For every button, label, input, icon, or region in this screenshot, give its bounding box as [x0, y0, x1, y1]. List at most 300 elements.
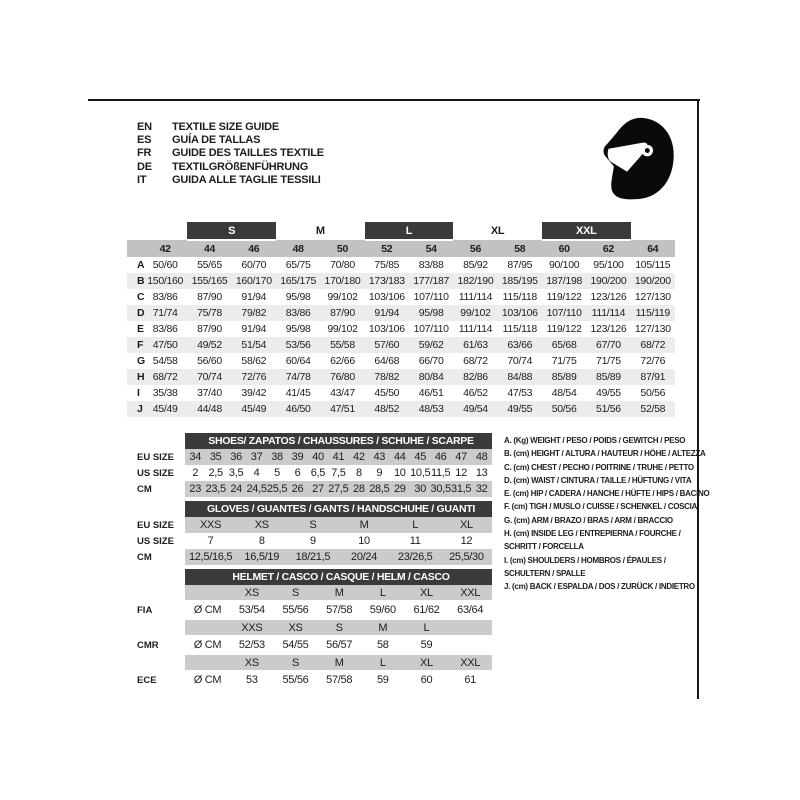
gloves-size-value: L — [390, 517, 441, 533]
size-number: 50 — [320, 240, 364, 257]
helmet-size-value: 58 — [376, 639, 389, 651]
language-row — [137, 133, 324, 146]
measurement-value: 51/54 — [241, 339, 267, 351]
size-number: 60 — [542, 240, 586, 257]
gloves-size-value: 16,5/19 — [236, 549, 287, 565]
empty-cell — [137, 620, 185, 635]
shoes-size-value: 24 — [226, 481, 246, 497]
shoes-row-label: US SIZE — [137, 465, 185, 481]
helmet-size-value: 59 — [420, 639, 433, 651]
measurement-value: 103/106 — [501, 307, 538, 319]
textile-size-table — [127, 222, 675, 417]
measurement-value: 71/75 — [551, 355, 577, 367]
measurement-value: 49/55 — [507, 403, 533, 415]
shoes-size-value: 23 — [185, 481, 205, 497]
gloves-row — [137, 517, 492, 533]
measurement-value: 60/70 — [241, 259, 267, 271]
gloves-size-table — [137, 501, 492, 565]
measurement-legend — [504, 434, 710, 594]
measurement-value: 49/55 — [596, 387, 621, 399]
measurement-value: 83/86 — [152, 323, 178, 335]
measurement-value: 87/90 — [330, 307, 355, 319]
size-number: 44 — [187, 240, 231, 257]
gloves-size-value: M — [338, 517, 389, 533]
gloves-size-value: 7 — [207, 535, 214, 547]
helmet-size-label — [448, 620, 492, 635]
measurement-value: 103/106 — [368, 291, 405, 303]
measurement-value: 65/68 — [551, 339, 577, 351]
legend-line: I. (cm) SHOULDERS / HOMBROS / ÉPAULES / — [504, 554, 666, 565]
measurement-value: 61/63 — [463, 339, 488, 351]
language-title: GUIDE DES TAILLES TEXTILE — [172, 147, 324, 160]
shoes-size-value: 5 — [274, 467, 280, 479]
helmet-size-value: 59/60 — [369, 604, 396, 616]
shoes-size-value: 6,5 — [310, 467, 326, 479]
measurement-value: 95/100 — [593, 259, 624, 271]
legend-line: J. (cm) BACK / ESPALDA / DOS / ZURÜCK / INDIETRO — [504, 581, 695, 592]
measurement-value: 150/160 — [147, 275, 184, 287]
measurement-value: 46/51 — [418, 387, 444, 399]
measurement-row — [127, 337, 675, 353]
helmet-size-label: M — [361, 620, 405, 635]
shoes-row-label: CM — [137, 481, 185, 497]
measurement-letter: D — [137, 307, 145, 319]
measurement-value: 62/66 — [330, 355, 355, 367]
language-row — [137, 120, 324, 133]
helmet-size-value: 53/54 — [238, 604, 265, 616]
size-number: 48 — [276, 240, 320, 257]
shoes-size-value: 2,5 — [208, 467, 223, 479]
measurement-value: 53/56 — [285, 339, 311, 351]
shoes-size-value: 11,5 — [430, 467, 451, 479]
measurement-row — [127, 273, 675, 289]
helmet-standard-label: FIA — [137, 600, 185, 620]
measurement-value: 90/100 — [548, 259, 580, 271]
measurement-value: 55/65 — [197, 259, 222, 271]
shoes-size-value: 28 — [349, 481, 369, 497]
measurement-value: 72/76 — [241, 371, 267, 383]
measurement-value: 95/98 — [285, 323, 311, 335]
gloves-title-row — [137, 501, 492, 517]
measurement-value: 119/122 — [546, 291, 582, 303]
measurement-value: 70/80 — [330, 259, 355, 271]
helmet-title-bar: HELMET / CASCO / CASQUE / HELM / CASCO — [185, 569, 492, 585]
helmet-size-value: 53 — [246, 674, 258, 686]
language-code: FR — [137, 147, 152, 160]
empty-cell — [137, 585, 185, 600]
empty-cell — [127, 222, 143, 240]
shoes-row — [137, 449, 492, 465]
measurement-value: 99/102 — [327, 291, 358, 303]
measurement-value: 107/110 — [546, 307, 582, 319]
helmet-size-label: XXS — [230, 620, 274, 635]
size-number: 62 — [586, 240, 630, 257]
helmet-title-row — [137, 569, 492, 585]
measurement-value: 99/102 — [460, 307, 491, 319]
shoes-size-value: 12 — [455, 467, 467, 479]
shoes-size-value: 24,5 — [246, 483, 267, 495]
measurement-value: 84/88 — [507, 371, 533, 383]
size-group-xxl: XXL — [542, 222, 631, 240]
measurement-row — [127, 321, 675, 337]
measurement-value: 44/48 — [197, 403, 222, 415]
shoes-size-value: 27 — [308, 481, 328, 497]
helmet-size-value: 52/53 — [238, 639, 265, 651]
helmet-size-label: XS — [230, 585, 274, 600]
helmet-values-row — [137, 600, 492, 620]
measurement-value: 111/114 — [458, 291, 493, 303]
measurement-letter: C — [137, 291, 145, 303]
gloves-size-value: 12,5/16,5 — [185, 549, 236, 565]
helmet-size-label: S — [317, 620, 361, 635]
helmet-size-label: S — [274, 585, 318, 600]
measurement-value: 65/75 — [285, 259, 311, 271]
measurement-value: 123/126 — [590, 323, 627, 335]
measurement-value: 50/60 — [152, 259, 178, 271]
language-row — [137, 160, 324, 173]
shoes-size-value: 10 — [393, 467, 406, 479]
measurement-value: 67/70 — [596, 339, 621, 351]
measurement-value: 72/76 — [640, 355, 666, 367]
measurement-value: 59/62 — [418, 339, 444, 351]
measurement-value: 50/56 — [640, 387, 666, 399]
measurement-value: 119/122 — [546, 323, 582, 335]
measurement-value: 52/58 — [640, 403, 666, 415]
measurement-letter: G — [137, 355, 145, 367]
language-code: DE — [137, 160, 152, 173]
measurement-value: 51/56 — [596, 403, 621, 415]
measurement-letter: H — [137, 371, 145, 383]
measurement-row — [127, 369, 675, 385]
size-number: 42 — [143, 240, 187, 257]
measurement-value: 75/78 — [197, 307, 222, 319]
measurement-value: 170/180 — [324, 275, 361, 287]
size-number: 64 — [631, 240, 675, 257]
empty-cell — [127, 240, 143, 257]
helmet-size-value: 61/62 — [413, 604, 440, 616]
helmet-sizes-row — [137, 585, 492, 600]
shoes-size-value: 13 — [475, 467, 488, 479]
helmet-size-label: XL — [405, 655, 449, 670]
language-code: EN — [137, 120, 152, 133]
legend-line: E. (cm) HIP / CADERA / HANCHE / HÜFTE / HIPS / BACINO — [504, 488, 710, 499]
size-number: 54 — [409, 240, 453, 257]
measurement-row — [127, 305, 675, 321]
measurement-value: 182/190 — [457, 275, 494, 287]
shoes-size-value: 37 — [246, 449, 266, 465]
measurement-value: 48/54 — [551, 387, 577, 399]
language-code: IT — [137, 174, 147, 187]
empty-cell — [137, 569, 185, 585]
helmet-size-value: 55/56 — [282, 674, 309, 686]
measurement-value: 190/200 — [590, 275, 627, 287]
shoes-size-table — [137, 433, 492, 497]
measurement-value: 173/183 — [368, 275, 405, 287]
helmet-standard-label: ECE — [137, 670, 185, 690]
helmet-size-label: XL — [405, 585, 449, 600]
language-row — [137, 174, 324, 187]
measurement-value: 177/187 — [413, 275, 450, 287]
empty-cell — [185, 585, 230, 600]
racing-helmet-icon — [591, 112, 679, 212]
gloves-row-label: US SIZE — [137, 533, 185, 549]
measurement-value: 87/91 — [640, 371, 666, 383]
shoes-size-value: 35 — [205, 449, 225, 465]
measurement-value: 47/50 — [152, 339, 178, 351]
gloves-size-value: 20/24 — [338, 549, 389, 565]
legend-line: A. (Kg) WEIGHT / PESO / POIDS / GEWITCH / PESO — [504, 435, 686, 445]
measurement-value: 87/90 — [197, 323, 222, 335]
measurement-value: 79/82 — [241, 307, 267, 319]
helmet-size-table — [137, 569, 492, 690]
measurement-value: 187/198 — [546, 275, 583, 287]
measurement-value: 68/72 — [640, 339, 666, 351]
measurement-value: 99/102 — [327, 323, 358, 335]
empty-cell — [143, 222, 187, 240]
helmet-size-value: 57/58 — [326, 674, 353, 686]
shoes-size-value: 2 — [192, 467, 199, 479]
measurement-value: 54/58 — [152, 355, 178, 367]
size-group-m: M — [315, 225, 325, 237]
page-border-top — [88, 99, 700, 101]
measurement-letter: F — [137, 339, 144, 351]
measurement-value: 155/165 — [191, 275, 228, 287]
measurement-value: 70/74 — [507, 355, 533, 367]
measurement-value: 103/106 — [368, 323, 405, 335]
shoes-title-row — [137, 433, 492, 449]
size-number: 56 — [453, 240, 497, 257]
gloves-size-value: S — [287, 517, 338, 533]
shoes-row — [137, 465, 492, 481]
measurement-value: 45/49 — [152, 403, 178, 415]
measurement-value: 83/86 — [152, 291, 178, 303]
measurement-value: 60/64 — [285, 355, 311, 367]
measurement-value: 105/115 — [635, 259, 671, 271]
measurement-value: 75/85 — [374, 259, 400, 271]
helmet-size-value: 61 — [464, 674, 476, 686]
measurement-value: 55/58 — [330, 339, 355, 351]
measurement-value: 66/70 — [418, 355, 444, 367]
measurement-value: 160/170 — [235, 275, 272, 287]
measurement-value: 45/50 — [374, 387, 400, 399]
measurement-row — [127, 401, 675, 417]
shoes-size-value: 25,5 — [266, 483, 288, 495]
gloves-size-value: 9 — [309, 535, 316, 547]
language-title-list — [137, 120, 324, 187]
measurement-value: 87/95 — [507, 259, 533, 271]
measurement-value: 46/52 — [463, 387, 488, 399]
empty-cell — [185, 620, 230, 635]
measurement-value: 111/114 — [591, 307, 626, 319]
empty-cell — [137, 433, 185, 449]
helmet-values-row — [137, 635, 492, 655]
measurement-row — [127, 385, 675, 401]
helmet-size-value — [448, 635, 492, 655]
language-title: TEXTILGRÖßENFÜHRUNG — [172, 160, 309, 173]
measurement-value: 39/42 — [241, 387, 267, 399]
shoes-size-value: 32 — [471, 481, 492, 497]
shoes-size-value: 47 — [451, 449, 471, 465]
shoes-size-value: 46 — [430, 449, 450, 465]
shoes-size-value: 48 — [471, 449, 492, 465]
helmet-size-value: 54/55 — [282, 639, 309, 651]
measurement-value: 71/74 — [152, 307, 178, 319]
shoes-size-value: 40 — [308, 449, 328, 465]
gloves-size-value: XS — [236, 517, 287, 533]
shoes-size-value: 4 — [253, 467, 260, 479]
shoes-size-value: 10,5 — [410, 467, 431, 479]
helmet-size-label: XXL — [448, 655, 492, 670]
measurement-value: 127/130 — [634, 291, 671, 303]
gloves-title-bar: GLOVES / GUANTES / GANTS / HANDSCHUHE / GUANTI — [185, 501, 492, 517]
legend-line: D. (cm) WAIST / CINTURA / TAILLE / HÜFTUNG / VITA — [504, 474, 692, 485]
measurement-letter: B — [137, 275, 145, 287]
measurement-letter: E — [137, 323, 144, 335]
measurement-value: 83/88 — [418, 259, 444, 271]
measurement-value: 63/66 — [507, 339, 533, 351]
shoes-title-bar: SHOES/ ZAPATOS / CHAUSSURES / SCHUHE / SCARPE — [185, 433, 492, 449]
measurement-value: 48/53 — [418, 403, 444, 415]
helmet-size-value: 63/64 — [457, 604, 484, 616]
page-border-right — [697, 99, 699, 699]
gloves-row-label: CM — [137, 549, 185, 565]
measurement-letter: I — [137, 387, 140, 399]
shoes-size-value: 38 — [267, 449, 287, 465]
measurement-letter: A — [137, 259, 145, 271]
shoes-size-value: 3,5 — [228, 467, 244, 479]
size-number: 52 — [365, 240, 409, 257]
measurement-value: 45/49 — [241, 403, 267, 415]
helmet-size-label: M — [317, 585, 361, 600]
empty-cell — [631, 222, 675, 240]
measurement-row — [127, 353, 675, 369]
measurement-value: 49/54 — [463, 403, 488, 415]
shoes-row-label: EU SIZE — [137, 449, 185, 465]
legend-line: SCHULTERN / SPALLE — [504, 567, 586, 578]
size-number-row — [127, 240, 675, 257]
measurement-value: 95/98 — [285, 291, 311, 303]
measurement-value: 78/82 — [374, 371, 400, 383]
helmet-sizes-row — [137, 620, 492, 635]
gloves-size-value: 11 — [409, 535, 421, 547]
helmet-size-value: 60 — [420, 674, 433, 686]
measurement-value: 115/119 — [635, 307, 670, 319]
helmet-size-label: XS — [230, 655, 274, 670]
shoes-size-value: 44 — [390, 449, 410, 465]
gloves-size-value: 12 — [460, 535, 473, 547]
measurement-value: 127/130 — [634, 323, 671, 335]
measurement-row — [127, 289, 675, 305]
size-group-l: L — [365, 222, 454, 240]
helmet-unit-label: Ø CM — [193, 639, 222, 651]
measurement-value: 68/72 — [463, 355, 488, 367]
helmet-size-label: L — [405, 620, 449, 635]
helmet-size-value: 55/56 — [282, 604, 309, 616]
gloves-row-label: EU SIZE — [137, 517, 185, 533]
helmet-sizes-row — [137, 655, 492, 670]
shoes-size-value: 34 — [185, 449, 205, 465]
helmet-unit-label: Ø CM — [193, 604, 222, 616]
gloves-size-value: 10 — [358, 535, 370, 547]
shoes-size-value: 29 — [390, 481, 410, 497]
measurement-value: 50/56 — [551, 403, 577, 415]
measurement-value: 49/52 — [197, 339, 222, 351]
helmet-size-value: 56/57 — [326, 639, 353, 651]
measurement-value: 71/75 — [596, 355, 621, 367]
shoes-size-value: 23,5 — [205, 483, 226, 495]
measurement-value: 91/94 — [374, 307, 400, 319]
measurement-value: 85/92 — [463, 259, 488, 271]
measurement-value: 57/60 — [374, 339, 400, 351]
gloves-size-value: 8 — [258, 535, 265, 547]
measurement-value: 82/86 — [463, 371, 488, 383]
measurement-value: 80/84 — [418, 371, 444, 383]
shoes-size-value: 8 — [355, 467, 362, 479]
measurement-value: 48/52 — [374, 403, 400, 415]
gloves-size-value: 18/21,5 — [287, 549, 338, 565]
measurement-value: 37/40 — [197, 387, 222, 399]
language-code: ES — [137, 134, 152, 147]
size-number: 46 — [232, 240, 276, 257]
measurement-value: 165/175 — [280, 275, 317, 287]
helmet-standard-label: CMR — [137, 635, 185, 655]
size-group-xl: XL — [490, 225, 505, 237]
measurement-value: 58/62 — [241, 355, 267, 367]
shoes-size-value: 45 — [410, 449, 430, 465]
gloves-size-value: XL — [441, 517, 492, 533]
helmet-size-label: S — [274, 655, 318, 670]
measurement-value: 85/89 — [551, 371, 577, 383]
legend-line: F. (cm) TIGH / MUSLO / CUISSE / SCHENKEL / COSCIA — [504, 501, 698, 512]
helmet-size-label: L — [361, 655, 405, 670]
gloves-size-value: XXS — [185, 517, 236, 533]
measurement-value: 74/78 — [285, 371, 311, 383]
measurement-value: 95/98 — [418, 307, 444, 319]
helmet-size-label: XXL — [448, 585, 492, 600]
measurement-value: 91/94 — [241, 323, 267, 335]
empty-cell — [185, 655, 230, 670]
shoes-size-value: 27,5 — [328, 483, 349, 495]
measurement-value: 46/50 — [285, 403, 311, 415]
helmet-size-label: XS — [274, 620, 318, 635]
measurement-value: 85/89 — [596, 371, 621, 383]
legend-line: C. (cm) CHEST / PECHO / POITRINE / TRUHE / PETTO — [504, 461, 694, 472]
measurement-value: 91/94 — [241, 291, 267, 303]
legend-line: B. (cm) HEIGHT / ALTURA / HAUTEUR / HÖHE / ALTEZZA — [504, 448, 706, 459]
legend-line: SCHRITT / FORCELLA — [504, 541, 584, 552]
measurement-value: 56/60 — [197, 355, 222, 367]
size-group-row — [127, 222, 675, 240]
helmet-size-value: 57/58 — [326, 604, 353, 616]
shoes-row — [137, 481, 492, 497]
measurement-value: 87/90 — [197, 291, 222, 303]
measurement-value: 185/195 — [501, 275, 538, 287]
measurement-value: 47/53 — [507, 387, 533, 399]
helmet-values-row — [137, 670, 492, 690]
measurement-value: 68/72 — [152, 371, 178, 383]
shoes-size-value: 9 — [376, 467, 383, 479]
shoes-size-value: 36 — [226, 449, 246, 465]
measurement-value: 43/47 — [330, 387, 355, 399]
measurement-value: 107/110 — [413, 291, 449, 303]
shoes-size-value: 7,5 — [331, 467, 346, 479]
gloves-size-value: 25,5/30 — [441, 549, 492, 565]
shoes-size-value: 31,5 — [451, 483, 472, 495]
helmet-size-value: 59 — [376, 674, 389, 686]
measurement-value: 64/68 — [374, 355, 400, 367]
measurement-value: 190/200 — [634, 275, 671, 287]
measurement-value: 41/45 — [285, 387, 311, 399]
